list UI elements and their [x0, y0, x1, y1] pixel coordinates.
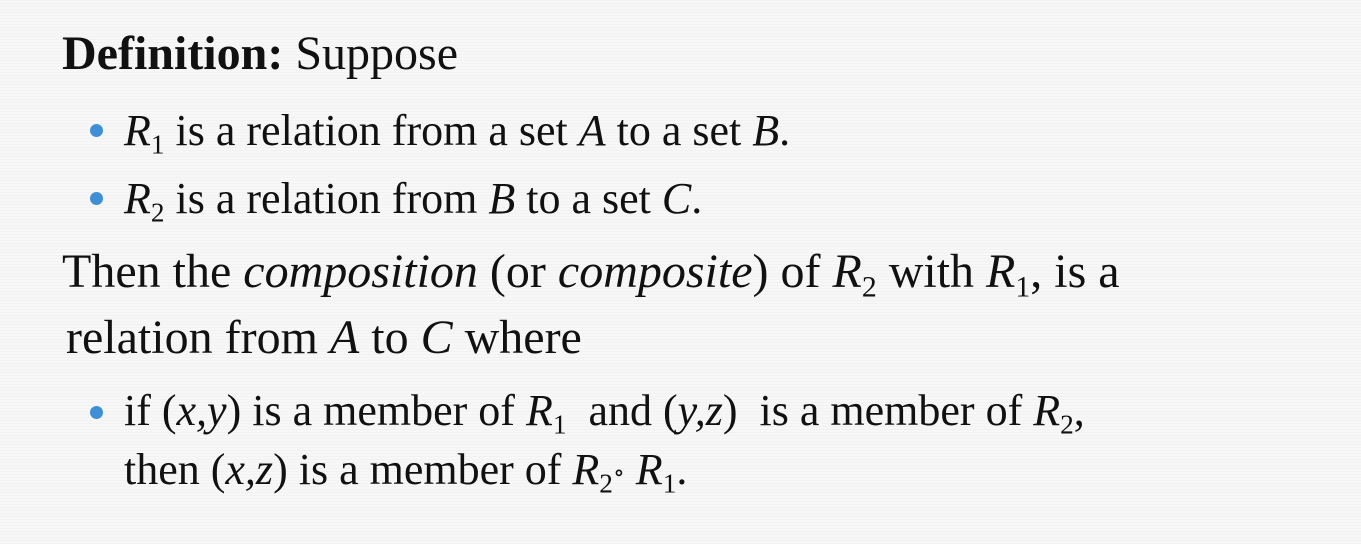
- composite-term: composite: [557, 245, 753, 298]
- math-var: R: [986, 245, 1016, 298]
- text: then (: [124, 445, 226, 494]
- text: to a set: [515, 174, 662, 223]
- math-subscript: 1: [150, 129, 165, 160]
- math-subscript: 1: [662, 468, 677, 499]
- text: to: [359, 311, 421, 364]
- math-var: R: [124, 174, 151, 223]
- math-var: R: [572, 445, 600, 494]
- text: ) of: [752, 245, 833, 298]
- text: .: [691, 174, 703, 223]
- bullet-icon: [90, 192, 103, 205]
- bullet-member-line-1: [124, 386, 1085, 440]
- bullet-icon: [90, 406, 103, 419]
- text: relation from: [66, 311, 330, 364]
- text: ) is a member of: [722, 386, 1034, 435]
- bullet-icon: [90, 124, 103, 137]
- text: to a set: [605, 106, 753, 155]
- math-subscript: 1: [552, 409, 567, 440]
- math-var: C: [420, 311, 453, 364]
- composition-operator: ∘: [612, 459, 625, 487]
- text: where: [452, 311, 582, 364]
- math-var: R: [525, 386, 553, 435]
- math-var: x,y: [176, 386, 227, 435]
- math-var: R: [624, 445, 663, 494]
- math-subscript: 2: [1060, 409, 1074, 440]
- math-var: C: [661, 174, 692, 223]
- text: ,: [1073, 386, 1085, 435]
- math-var: A: [578, 106, 606, 155]
- text: ) is a member of: [226, 386, 526, 435]
- text: if (: [124, 386, 177, 435]
- text: (or: [477, 245, 558, 298]
- text: , is a: [1030, 245, 1120, 298]
- math-subscript: 1: [1015, 270, 1031, 304]
- math-var: R: [124, 106, 151, 155]
- math-var: B: [488, 174, 516, 223]
- math-subscript: 2: [861, 270, 877, 304]
- math-subscript: 2: [150, 197, 165, 228]
- text: .: [676, 445, 688, 494]
- composition-term: composition: [243, 245, 478, 298]
- text: Then the: [62, 245, 244, 298]
- then-line-2: [66, 311, 582, 364]
- definition-heading: [62, 27, 459, 80]
- math-var: R: [832, 245, 862, 298]
- text: and (: [566, 386, 678, 435]
- text: with: [876, 245, 987, 298]
- math-var: A: [329, 311, 360, 364]
- definition-title: Definition:: [62, 27, 284, 80]
- math-var: x,z: [225, 445, 274, 494]
- text: is a relation from a set: [164, 106, 579, 155]
- bullet-r2: [124, 174, 703, 228]
- definition-intro: Suppose: [295, 27, 459, 80]
- text: .: [779, 106, 791, 155]
- math-var: B: [752, 106, 780, 155]
- math-var: y,z: [677, 386, 723, 435]
- bullet-member-line-2: [124, 445, 688, 499]
- text: ) is a member of: [273, 445, 573, 494]
- bullet-r1: [124, 106, 791, 160]
- math-var: R: [1033, 386, 1061, 435]
- then-line-1: [62, 245, 1120, 304]
- math-subscript: 2: [599, 468, 613, 499]
- text: is a relation from: [164, 174, 489, 223]
